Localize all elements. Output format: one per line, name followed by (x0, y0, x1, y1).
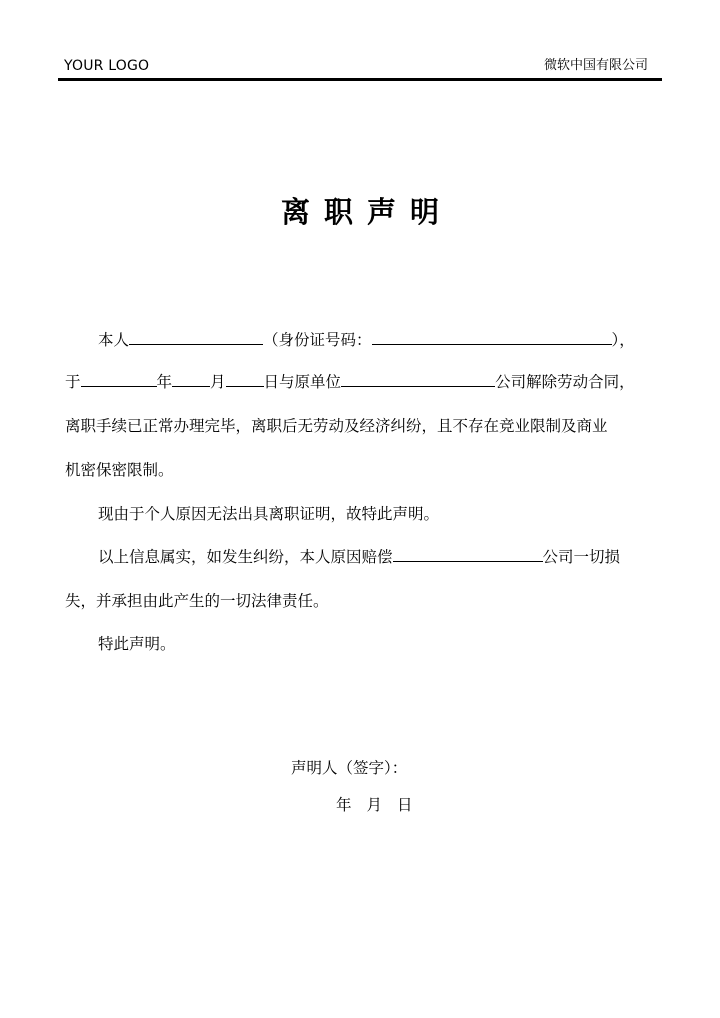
text-segment: （身份证号码： (263, 331, 372, 349)
page-header (58, 56, 662, 80)
text-segment: 公司解除劳动合同， (495, 373, 635, 391)
paragraph-1-line-1 (98, 329, 635, 351)
header-divider (58, 78, 662, 81)
paragraph-2: 现由于个人原因无法出具离职证明，故特此声明。 (98, 505, 440, 523)
text-segment: 日与原单位 (263, 373, 342, 391)
date-month-label: 月 (366, 796, 383, 814)
date-day-label: 日 (397, 796, 413, 814)
paragraph-3-line-1 (98, 546, 620, 568)
paragraph-4: 特此声明。 (98, 635, 176, 653)
text-segment: ）， (611, 331, 635, 349)
paragraph-1-line-3: 离职手续已正常办理完毕，离职后无劳动及经济纠纷，且不存在竞业限制及商业 (65, 417, 608, 435)
paragraph-1-line-4: 机密保密限制。 (65, 461, 174, 479)
text-segment: 月 (210, 373, 226, 391)
year-blank (81, 371, 157, 387)
text-segment: 以上信息属实，如发生纠纷，本人原因赔偿 (98, 548, 393, 566)
date-year-label: 年 (336, 796, 352, 814)
logo-text: YOUR LOGO (64, 58, 150, 74)
month-blank (172, 371, 210, 387)
text-segment: 于 (65, 373, 81, 391)
company-blank (393, 546, 543, 562)
document-title: 离职声明 (280, 195, 453, 229)
paragraph-1-line-2 (65, 371, 635, 393)
paragraph-3-line-2: 失，并承担由此产生的一切法律责任。 (65, 592, 329, 610)
name-blank (129, 329, 263, 345)
text-segment: 本人 (98, 331, 130, 349)
company-name: 微软中国有限公司 (543, 58, 648, 73)
text-segment: 年 (156, 373, 173, 391)
signature-date (336, 794, 428, 816)
text-segment: 公司一切损 (542, 548, 621, 566)
id-number-blank (372, 329, 612, 345)
day-blank (226, 371, 264, 387)
signature-label: 声明人（签字）： (291, 759, 408, 777)
former-employer-blank (341, 371, 495, 387)
